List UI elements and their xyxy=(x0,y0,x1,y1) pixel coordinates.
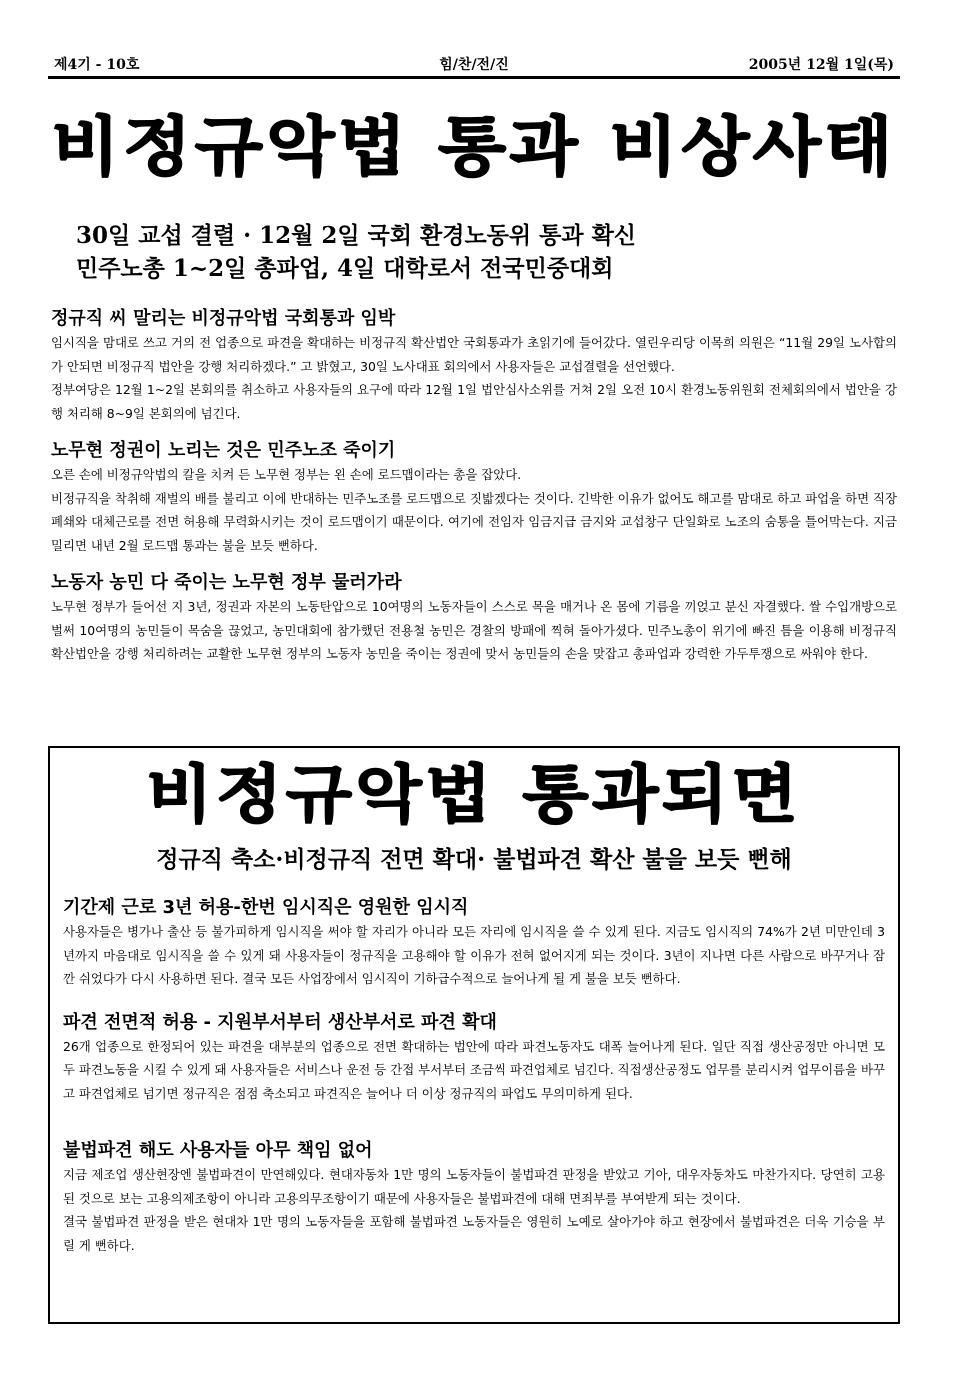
section-title: 불법파견 해도 사용자들 아무 책임 없어 xyxy=(63,1140,373,1161)
section-paragraph: 정부여당은 12월 1~2일 본회의를 취소하고 사용자들의 요구에 따라 12월 1일 법안심사소위를 거쳐 2일 오전 10시 환경노동위원회 전체회의에서 법안을 강행 처리해 8~9일 본회의에 넘긴다. xyxy=(51,382,897,421)
issue-number: 제4기 - 10호 xyxy=(54,57,140,73)
section-title: 정규직 씨 말리는 비정규악법 국회통과 임박 xyxy=(51,308,396,329)
publication-name: 힘/찬/전/진 xyxy=(439,57,509,73)
subhead-line: 민주노총 1~2일 총파업, 4일 대학로서 전국민중대회 xyxy=(76,255,614,282)
section-title: 파견 전면적 허용 - 지원부서부터 생산부서로 파견 확대 xyxy=(63,1011,497,1033)
section-paragraph: 26개 업종으로 한정되어 있는 파견을 대부분의 업종으로 전면 확대하는 법안에 따라 파견노동자도 대폭 늘어나게 된다. 일단 직접 생산공정만 아니면 모두 파견노동을 시킬 수 있게 돼 사용자들은 서비스나 운전 등 간접 부서부터 조금씩 파견업체로 넘긴다. 직접생산공정도 업무를 분리시켜 업무이름을 바꾸고 파견업체로 넘기면 정규직은 점점 축소되고 파견직은 늘어나 더 이상 정규직의 파업도 무의미하게 된다. xyxy=(63,1038,885,1101)
section-paragraph: 노무현 정부가 들어선 지 3년, 정권과 자본의 노동탄압으로 10여명의 노동자들이 스스로 목을 매거나 온 몸에 기름을 끼얹고 분신 자결했다. 쌀 수입개방으로 벌써 10여명의 농민들이 목숨을 끊었고, 농민대회에 참가했던 전용철 농민은 경찰의 방패에 찍혀 돌아가셨다. 민주노총이 위기에 빠진 틈을 이용해 비정규직 확산법안을 강행 처리하려는 교활한 노무현 정부의 노동자 농민을 죽이는 정권에 맞서 농민들의 손을 맞잡고 총파업과 강력한 가두투쟁으로 싸워야 한다. xyxy=(51,599,897,661)
subheads xyxy=(76,219,900,285)
section-paragraph: 지금 제조업 생산현장엔 불법파견이 만연해있다. 현대자동차 1만 명의 노동자들이 불법파견 판정을 받았고 기아, 대우자동차도 마찬가지다. 당연히 고용된 것으로 보는 고용의제조항이 아니라 고용의무조항이기 때문에 사용자들은 불법파견에 대해 면죄부를 부여받게 되는 것이다. xyxy=(63,1167,885,1206)
newsletter-page xyxy=(48,52,900,666)
section-paragraph: 결국 불법파견 판정을 받은 현대차 1만 명의 노동자들을 포함해 불법파견 노동자들은 영원히 노예로 살아가야 하고 현장에서 불법파견은 더욱 기승을 부릴 게 뻔하다. xyxy=(63,1214,885,1253)
section-title: 노동자 농민 다 죽이는 노무현 정부 물러가라 xyxy=(51,572,402,593)
section-paragraph: 비정규직을 착취해 재벌의 배를 불리고 이에 반대하는 민주노조를 로드맵으로 짓밟겠다는 것이다. 긴박한 이유가 없어도 해고를 맘대로 하고 파업을 하면 직장폐쇄와 대체근로를 전면 허용해 무력화시키는 것이 로드맵이기 때문이다. 여기에 전임자 임금지급 금지와 교섭창구 단일화로 노조의 숨통을 틀어막는다. 지금 밀리면 내년 2월 로드맵 통과는 불을 보듯 뻔하다. xyxy=(51,490,897,553)
box-headline: 비정규악법 통과되면 xyxy=(146,759,802,832)
section-title: 기간제 근로 3년 허용-한번 임시직은 영원한 임시직 xyxy=(63,897,469,918)
section-title: 노무현 정권이 노리는 것은 민주노조 죽이기 xyxy=(51,440,396,461)
box-subhead: 정규직 축소·비정규직 전면 확대· 불법파견 확산 불을 보듯 뻔해 xyxy=(156,846,792,873)
main-headline: 비정규악법 통과 비상사태 xyxy=(51,109,897,185)
issue-header xyxy=(48,52,900,79)
section-paragraph: 오른 손에 비정규악법의 칼을 치켜 든 노무현 정부는 왼 손에 로드맵이라는 총을 잡았다. xyxy=(51,467,522,482)
subhead-line: 30일 교섭 결렬 · 12월 2일 국회 환경노동위 통과 확신 xyxy=(76,222,637,249)
issue-date: 2005년 12월 1일(목) xyxy=(748,57,894,73)
section-paragraph: 사용자들은 병가나 출산 등 불가피하게 임시직을 써야 할 자리가 아니라 모든 자리에 임시직을 쓸 수 있게 된다. 지금도 임시직의 74%가 2년 미만인데 3년까지 마음대로 임시직을 쓸 수 있게 돼 사용자들이 정규직을 고용해야 할 이유가 전혀 없어지게 되는 것이다. 3년이 지나면 다른 사람으로 바꾸거나 잠깐 쉬었다가 다시 사용하면 된다. 결국 모든 사업장에서 임시직이 기하급수적으로 늘어나게 될 게 불을 보듯 뻔하다. xyxy=(63,924,885,986)
boxed-article xyxy=(48,746,900,1324)
section-paragraph: 임시직을 맘대로 쓰고 거의 전 업종으로 파견을 확대하는 비정규직 확산법안 국회통과가 초읽기에 들어갔다. 열린우리당 이목희 의원은 “11월 29일 노사합의가 안되면 비정규직 법안을 강행 처리하겠다.” 고 밝혔고, 30일 노사대표 회의에서 사용자들은 교섭결렬을 선언했다. xyxy=(51,335,897,374)
